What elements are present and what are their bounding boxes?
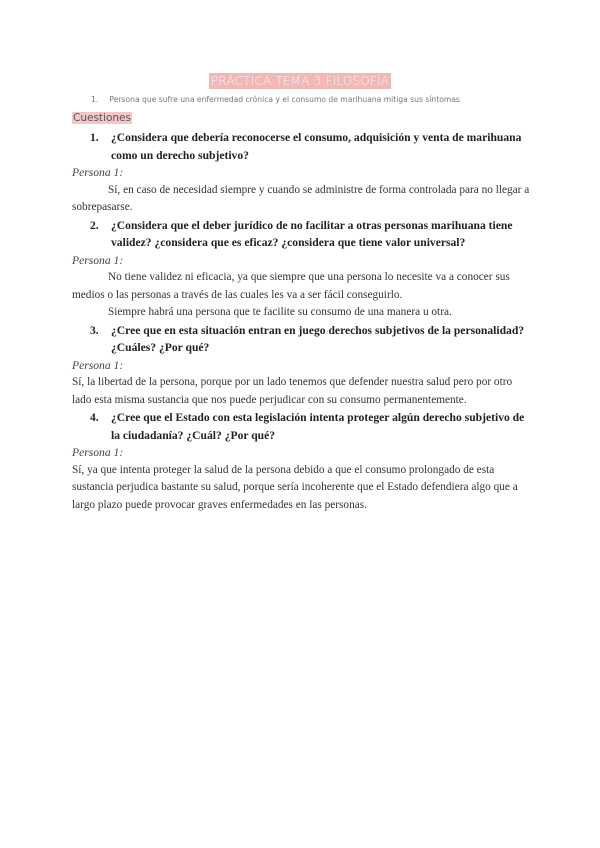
question-4 xyxy=(72,409,532,444)
intro-text: Persona que sufre una enfermedad crónica y el consumo de marihuana mitiga sus síntomas xyxy=(109,95,460,104)
persona-label: Persona 1: xyxy=(72,446,124,459)
answer-text: Sí, ya que intenta proteger la salud de la persona debido a que el consumo prolongado de esta sustancia perjudica bastante su salud, porque sería incoherente que el Estado defendiera algo que a largo plazo puede provocar graves enfermedades en las personas. xyxy=(72,463,518,511)
answer-text: Siempre habrá una persona que te facilite su consumo de una manera u otra. xyxy=(108,306,452,318)
question-2 xyxy=(72,217,532,252)
question-number: 3. xyxy=(90,323,99,337)
answer-text: No tiene validez ni eficacia, ya que siempre que una persona lo necesite va a conocer sus medios o las personas a través de las cuales les va a ser fácil conseguirlo. xyxy=(72,271,510,301)
question-number: 2. xyxy=(90,218,99,232)
answer-text: Sí, la libertad de la persona, porque por un lado tenemos que defender nuestra salud pero por otro lado esta misma sustancia que nos puede perjudicar con su consumo permanentemente. xyxy=(72,376,513,406)
section-label: Cuestiones xyxy=(73,112,131,124)
question-1 xyxy=(72,129,532,164)
answer-text: Sí, en caso de necesidad siempre y cuando se administre de forma controlada para no llegar a sobrepasarse. xyxy=(72,183,530,213)
question-text: ¿Cree que el Estado con esta legislación intenta proteger algún derecho subjetivo de la ciudadanía? ¿Cuál? ¿Por qué? xyxy=(111,411,525,442)
persona-label: Persona 1: xyxy=(72,358,124,372)
intro-number: 1. xyxy=(91,95,99,104)
question-3 xyxy=(72,322,532,357)
questions-list xyxy=(72,129,532,514)
persona-label: Persona 1: xyxy=(72,166,124,179)
persona-label: Persona 1: xyxy=(72,253,124,267)
question-text: ¿Considera que debería reconocerse el consumo, adquisición y venta de marihuana como un derecho subjetivo? xyxy=(111,131,522,162)
question-text: ¿Considera que el deber jurídico de no facilitar a otras personas marihuana tiene validez? ¿considera que es eficaz? ¿considera que tiene valor universal? xyxy=(111,218,513,249)
question-text: ¿Cree que en esta situación entran en juego derechos subjetivos de la personalidad? ¿Cuáles? ¿Por qué? xyxy=(111,323,525,354)
question-number: 1. xyxy=(90,131,99,144)
document-title: PRÁCTICA TEMA 3 FILOSOFÍA xyxy=(210,74,390,88)
question-number: 4. xyxy=(90,411,99,424)
intro-item xyxy=(91,95,551,104)
title-wrapper xyxy=(0,72,600,90)
